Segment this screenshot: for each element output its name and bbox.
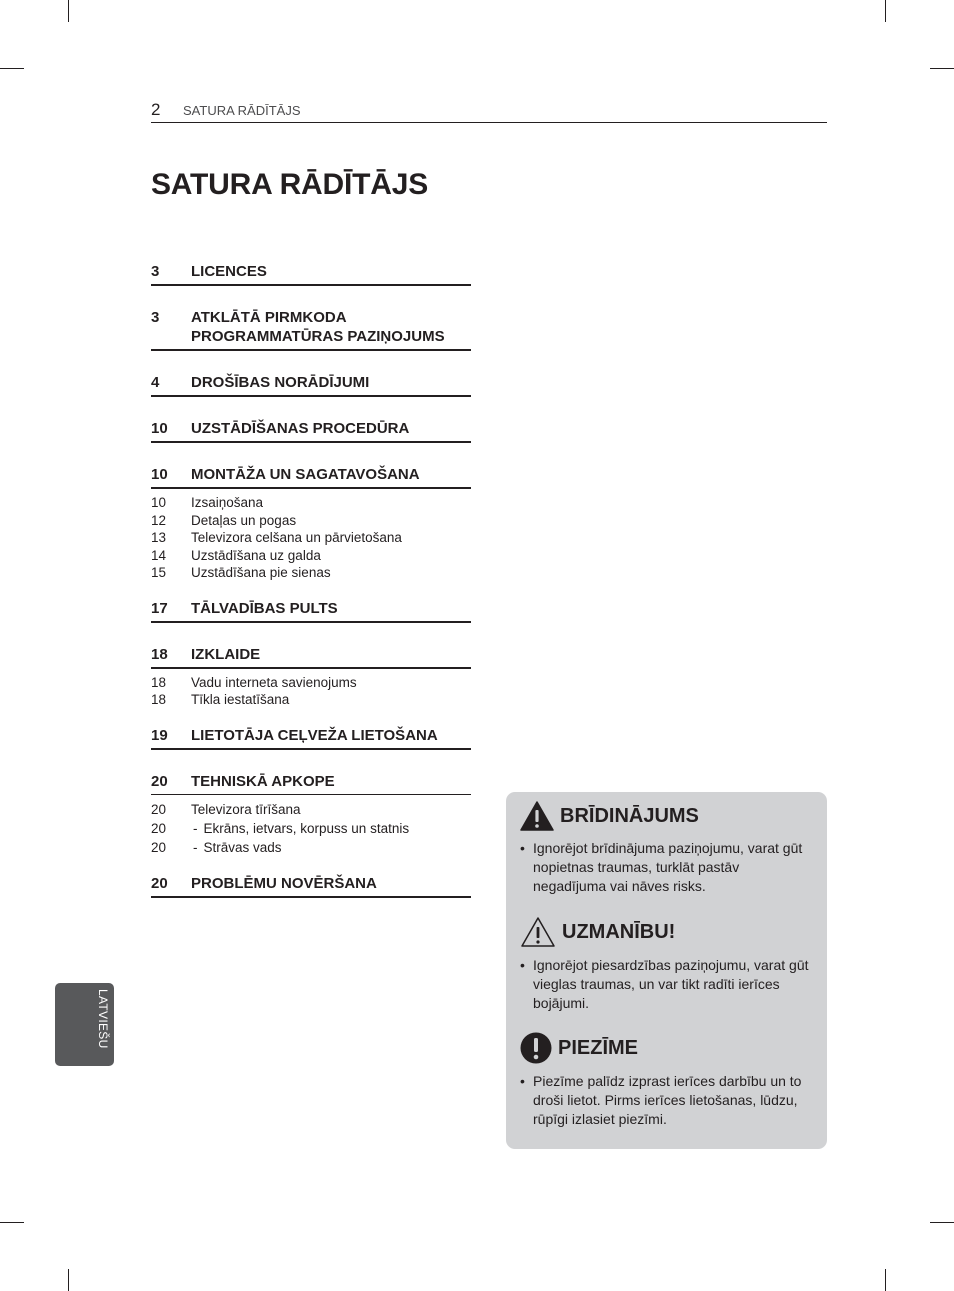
- toc-subentry[interactable]: [151, 800, 471, 819]
- toc-page: 15: [151, 565, 167, 580]
- toc-page: 18: [151, 692, 167, 707]
- toc-label: PROBLĒMU NOVĒRŠANA: [191, 874, 377, 892]
- toc-label: Strāvas vads: [203, 839, 282, 855]
- toc-entry-troubleshooting[interactable]: [151, 874, 471, 898]
- toc-page: 10: [151, 420, 168, 437]
- toc-entry-user-guide[interactable]: [151, 726, 471, 750]
- toc-label: Uzstādīšana uz galda: [191, 547, 321, 563]
- toc-page: 3: [151, 309, 160, 326]
- warning-title: BRĪDINĀJUMS: [560, 804, 699, 827]
- crop-mark: [885, 0, 886, 22]
- toc-label: Uzstādīšana pie sienas: [191, 565, 331, 580]
- crop-mark: [930, 1222, 954, 1223]
- toc-subentries-assembly: [151, 494, 471, 582]
- toc-label: TEHNISKĀ APKOPE: [191, 772, 335, 790]
- warning-triangle-filled-icon: [520, 801, 554, 831]
- warning-heading: [520, 801, 815, 831]
- toc-subentry[interactable]: [151, 494, 471, 512]
- toc-page: 18: [151, 645, 168, 663]
- toc-entry-entertainment[interactable]: [151, 645, 471, 669]
- toc-label: [191, 308, 471, 346]
- crop-mark: [930, 68, 954, 69]
- toc-page: 20: [151, 820, 167, 836]
- toc-label-line: ATKLĀTĀ PIRMKODA: [191, 309, 347, 326]
- toc-entry-installation[interactable]: [151, 419, 471, 443]
- toc-page: 20: [151, 874, 168, 892]
- toc-page: 17: [151, 599, 168, 617]
- toc-dash: -: [193, 839, 198, 855]
- running-header: [151, 100, 827, 123]
- toc-page: 4: [151, 374, 160, 391]
- caution-heading: [520, 916, 815, 948]
- notice-box: [506, 792, 827, 1149]
- warning-list: [520, 839, 815, 896]
- toc-subentry[interactable]: [151, 529, 471, 547]
- note-exclamation-circle-icon: [520, 1032, 552, 1064]
- crop-mark: [68, 1269, 69, 1291]
- toc-label: UZSTĀDĪŠANAS PROCEDŪRA: [191, 420, 410, 437]
- toc-label: LIETOTĀJA CEĻVEŽA LIETOŠANA: [191, 726, 438, 744]
- toc-label: Detaļas un pogas: [191, 512, 297, 528]
- warning-text: • Ignorējot brīdinājuma paziņojumu, varat gūt nopietnas traumas, turklāt pastāv negadījuma vai nāves risks.: [520, 839, 815, 896]
- caution-notice: [520, 916, 815, 1013]
- toc-subentry[interactable]: [151, 564, 471, 582]
- page-title: SATURA RĀDĪTĀJS: [151, 168, 429, 201]
- toc-label: Ekrāns, ietvars, korpuss un statnis: [203, 820, 410, 836]
- toc-label: IZKLAIDE: [191, 645, 261, 663]
- toc-label: Televizora tīrīšana: [191, 801, 301, 817]
- note-notice: [520, 1032, 815, 1129]
- toc-entry-licences[interactable]: [151, 262, 471, 286]
- toc-label-line: PROGRAMMATŪRAS PAZIŅOJUMS: [191, 328, 445, 345]
- toc-page: 20: [151, 801, 167, 817]
- toc-label: Vadu interneta savienojums: [191, 674, 357, 690]
- language-tab: [55, 983, 114, 1066]
- toc-dash: -: [193, 820, 198, 836]
- toc-page: 10: [151, 466, 168, 483]
- toc-subentry[interactable]: [151, 838, 471, 857]
- toc-label: Tīkla iestatīšana: [191, 692, 290, 707]
- toc-page: 19: [151, 726, 168, 744]
- toc-entry-remote[interactable]: [151, 599, 471, 623]
- crop-mark: [68, 0, 69, 22]
- toc-page: 13: [151, 530, 167, 545]
- toc-subentry[interactable]: [151, 512, 471, 530]
- toc-page: 18: [151, 674, 167, 690]
- crop-mark: [0, 1222, 24, 1223]
- toc-entry-maintenance[interactable]: [151, 772, 471, 795]
- toc-subentries-maintenance: [151, 800, 471, 857]
- toc-label: DROŠĪBAS NORĀDĪJUMI: [191, 374, 370, 391]
- toc-subentry[interactable]: [151, 691, 471, 709]
- toc-page: 3: [151, 263, 160, 280]
- toc-entry-open-source[interactable]: [151, 308, 471, 351]
- caution-list: [520, 956, 815, 1013]
- note-list: [520, 1072, 815, 1129]
- toc-subentry[interactable]: [151, 547, 471, 565]
- toc-label: Televizora celšana un pārvietošana: [191, 530, 402, 545]
- toc-page: 10: [151, 495, 167, 510]
- toc-label: Izsaiņošana: [191, 495, 264, 510]
- toc-entry-safety[interactable]: [151, 373, 471, 397]
- toc-label: TĀLVADĪBAS PULTS: [191, 599, 338, 617]
- caution-text: • Ignorējot piesardzības paziņojumu, varat gūt vieglas traumas, un var tikt radīti ierīces bojājumi.: [520, 956, 815, 1013]
- crop-mark: [0, 68, 24, 69]
- caution-triangle-outline-icon: [520, 916, 556, 948]
- toc-subentry[interactable]: [151, 819, 471, 838]
- toc-entry-assembly[interactable]: [151, 465, 471, 489]
- running-header-section: SATURA RĀDĪTĀJS: [183, 103, 301, 118]
- toc-label: MONTĀŽA UN SAGATAVOŠANA: [191, 466, 420, 483]
- table-of-contents: [151, 262, 471, 898]
- warning-notice: [520, 801, 815, 896]
- note-title: PIEZĪME: [558, 1036, 639, 1059]
- toc-subentries-entertainment: [151, 674, 471, 709]
- toc-page: 12: [151, 512, 167, 528]
- note-text: • Piezīme palīdz izprast ierīces darbību un to droši lietot. Pirms ierīces lietošanas, lūdzu, rūpīgi izlasiet piezīmi.: [520, 1072, 815, 1129]
- language-tab-label: LATVIEŠU: [96, 989, 110, 1049]
- toc-subentry[interactable]: [151, 674, 471, 692]
- toc-page: 20: [151, 772, 168, 790]
- caution-title: UZMANĪBU!: [562, 920, 676, 943]
- toc-label: LICENCES: [191, 263, 267, 280]
- page-number: 2: [151, 100, 161, 119]
- toc-page: 14: [151, 547, 167, 563]
- toc-page: 20: [151, 839, 167, 855]
- crop-mark: [885, 1269, 886, 1291]
- note-heading: [520, 1032, 815, 1064]
